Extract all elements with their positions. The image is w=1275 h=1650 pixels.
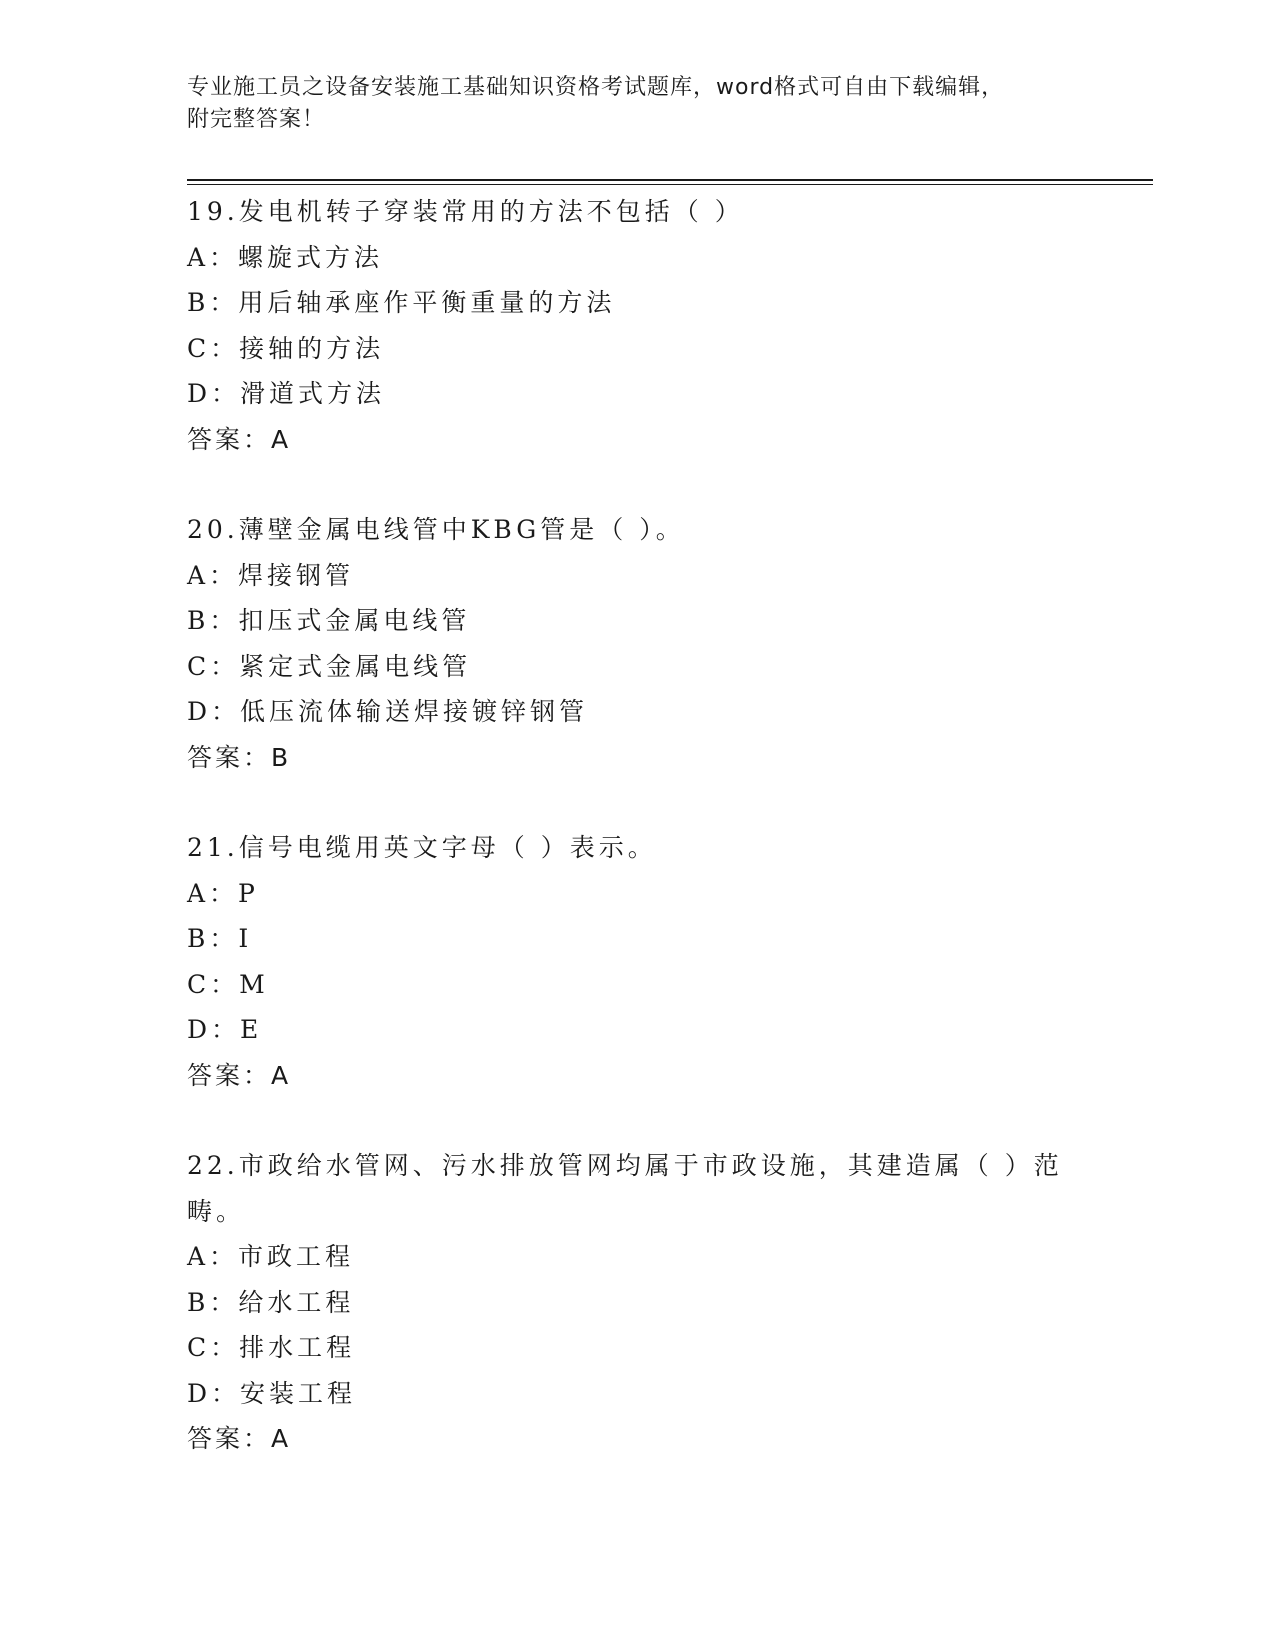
option-d: D：滑道式方法 — [187, 379, 386, 408]
answer-label: 答案：A — [187, 424, 292, 454]
header-title-line-1: 专业施工员之设备安装施工基础知识资格考试题库，word格式可自由下载编辑， — [187, 75, 1005, 100]
option-a: A：焊接钢管 — [187, 560, 355, 590]
answer-label: 答案：B — [187, 742, 292, 772]
question-stem: 21.信号电缆用英文字母（ ）表示。 — [187, 833, 657, 862]
option-c: C：排水工程 — [187, 1333, 356, 1362]
answer-label: 答案：A — [187, 1424, 292, 1453]
question-21 — [187, 825, 1067, 1098]
document-header — [187, 72, 1067, 136]
header-divider-thick — [187, 179, 1153, 181]
option-b: B：给水工程 — [187, 1287, 355, 1317]
question-stem: 22.市政给水管网、污水排放管网均属于市政设施，其建造属（ ）范畴。 — [187, 1151, 1063, 1226]
option-b: B：扣压式金属电线管 — [187, 606, 471, 635]
question-stem: 20.薄壁金属电线管中KBG管是（ ）。 — [187, 515, 685, 544]
option-d: D：低压流体输送焊接镀锌钢管 — [187, 697, 589, 726]
option-c: C：紧定式金属电线管 — [187, 651, 472, 681]
option-c: C：接轴的方法 — [187, 333, 385, 363]
option-a: A：螺旋式方法 — [187, 242, 384, 272]
header-divider-thin — [187, 184, 1153, 185]
option-c: C：M — [187, 969, 269, 999]
answer-label: 答案：A — [187, 1060, 292, 1090]
question-20 — [187, 507, 1067, 780]
option-d: D：安装工程 — [187, 1378, 357, 1408]
option-b: B：用后轴承座作平衡重量的方法 — [187, 288, 616, 317]
question-19 — [187, 189, 1067, 462]
option-b: B：I — [187, 924, 253, 953]
option-a: A：P — [187, 878, 259, 908]
question-22 — [187, 1143, 1067, 1462]
header-title-line-2: 附完整答案！ — [187, 107, 326, 132]
question-stem: 19.发电机转子穿装常用的方法不包括（ ） — [187, 197, 744, 226]
option-a: A：市政工程 — [187, 1242, 355, 1271]
option-d: D：E — [187, 1015, 263, 1044]
question-list — [187, 189, 1067, 1507]
